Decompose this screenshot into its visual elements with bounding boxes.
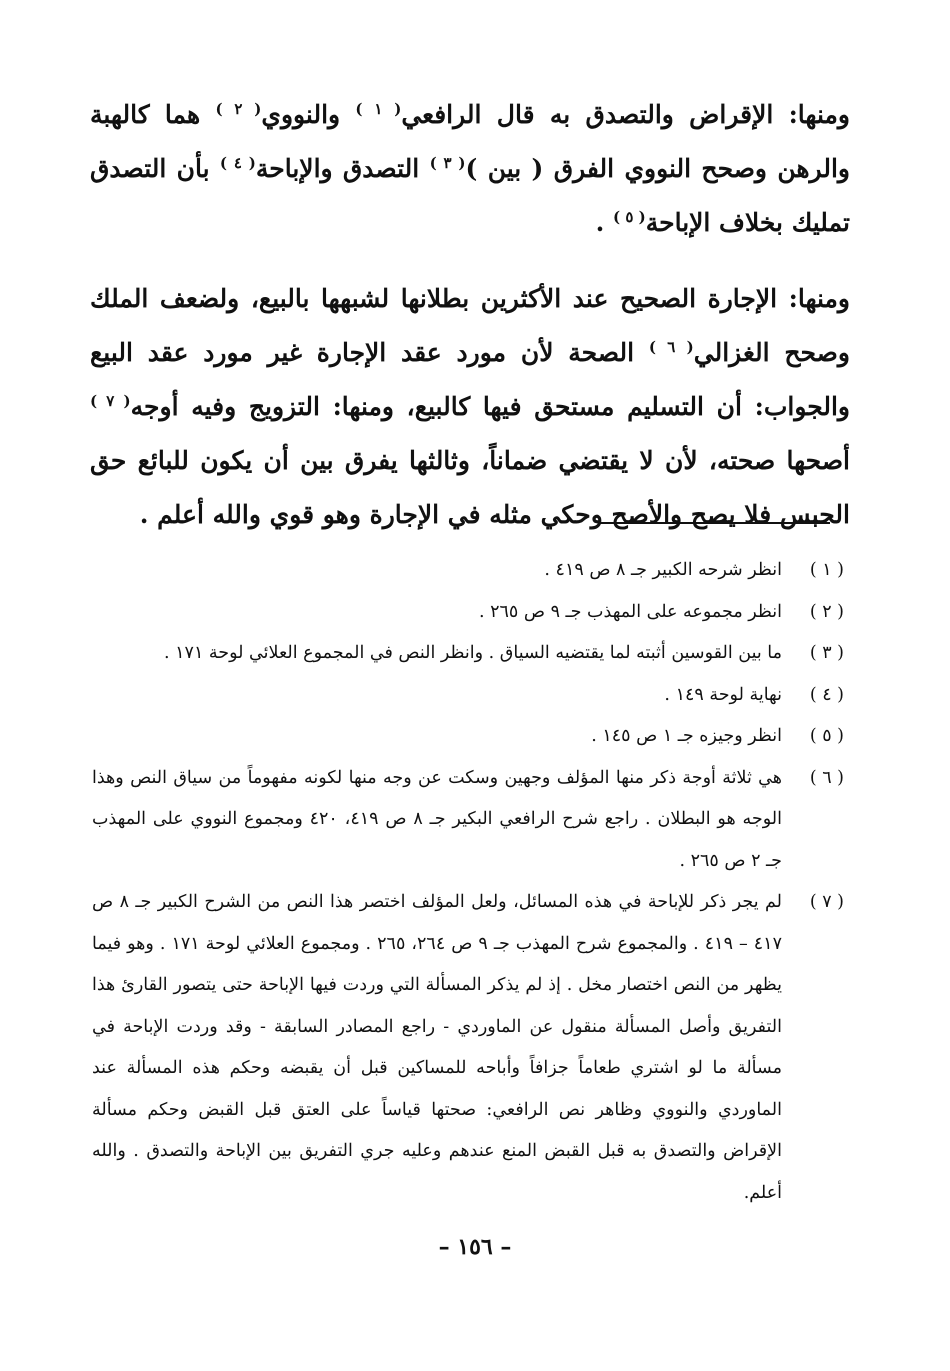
text-segment: والنووي xyxy=(261,100,356,129)
page-number: – ١٥٦ – xyxy=(438,1234,512,1260)
text-segment: أصحها صحته، لأن لا يقتضي ضماناً، وثالثها يفرق بين أن يكون للبائع حق الحبس فلا يصح والأصح وحكي مثله في الإجارة وهو قوي والله أعلم . xyxy=(90,446,850,529)
footnote-ref-3: ( ٣ ) xyxy=(429,154,466,172)
main-text xyxy=(90,88,850,542)
footnote-7 xyxy=(92,882,844,1214)
footnote-5 xyxy=(92,716,844,758)
footnote-6 xyxy=(92,758,844,883)
footnote-number: ( ٧ ) xyxy=(809,892,844,912)
footnote-text: نهاية لوحة ١٤٩ . xyxy=(664,684,782,705)
footnote-number: ( ٤ ) xyxy=(809,684,844,705)
paragraph-lease xyxy=(90,272,850,542)
footnote-1 xyxy=(92,550,844,592)
footnote-ref-6: ( ٦ ) xyxy=(648,338,694,356)
footnote-number: ( ١ ) xyxy=(809,560,844,580)
footnote-number: ( ٢ ) xyxy=(809,601,844,622)
footnote-ref-7: ( ٧ ) xyxy=(90,392,131,410)
footnote-number: ( ٥ ) xyxy=(809,726,844,746)
footnote-number: ( ٣ ) xyxy=(809,643,844,663)
footnote-ref-4: ( ٤ ) xyxy=(219,154,256,172)
footnote-2 xyxy=(92,592,844,634)
text-segment: ومنها: الإجارة الصحيح عند الأكثرين بطلانها لشبهها بالبيع، ولضعف الملك وصحح الغزالي xyxy=(90,284,850,367)
paragraph-loan-charity xyxy=(90,88,850,250)
text-segment: . xyxy=(595,208,613,237)
footnote-text: هي ثلاثة أوجة ذكر منها المؤلف وجهين وسكت عن وجه منها لكونه مفهوماً من سياق النص وهذا الوجه هو البطلان . راجع شرح الرافعي البكير جـ ٨ ص ٤١٩، ٤٢٠ ومجموع النووي على المهذب جـ ٢ ص ٢٦٥ . xyxy=(92,767,782,871)
footnote-text: انظر وجيزه جـ ١ ص ١٤٥ . xyxy=(591,726,782,746)
footnote-4 xyxy=(92,675,844,717)
text-segment: التصدق والإباحة xyxy=(255,154,430,183)
text-segment: الصحة لأن مورد عقد الإجارة غير مورد عقد البيع والجواب: أن التسليم مستحق فيها كالبيع، ومنها: التزويج وفيه أوجه xyxy=(90,338,851,421)
footnote-text: ما بين القوسين أثبته لما يقتضيه السياق . وانظر النص في المجموع العلائي لوحة ١٧١ . xyxy=(164,643,782,663)
footnote-ref-2: ( ٢ ) xyxy=(215,100,262,118)
footnote-ref-1: ( ١ ) xyxy=(355,100,402,118)
footnote-text: انظر شرحه الكبير جـ ٨ ص ٤١٩ . xyxy=(544,560,782,580)
footnote-ref-5: ( ٥ ) xyxy=(613,208,646,226)
footnote-number: ( ٦ ) xyxy=(809,767,844,788)
text-segment: بأن التصدق تمليك بخلاف الإباحة xyxy=(90,154,850,237)
footnote-text: لم يجر ذكر للإباحة في هذه المسائل، ولعل المؤلف اختصر هذا النص من الشرح الكبير جـ ٨ ص ٤١٧ – ٤١٩ . والمجموع شرح المهذب جـ ٩ ص ٢٦٤، ٢٦٥ . ومجموع العلائي لوحة ١٧١ . وهو فيما يظهر من النص اختصار مخل . إذ لم يذكر المسألة التي وردت فيها الإباحة حتى يتصور القارئ هذا التفريق وأصل المسألة منقول عن الماوردي - راجع المصادر السابقة - وقد وردت الإباحة في مسألة ما لو اشتري طعاماً جزافاً وأباحه للمساكين قبل أن يقبضه وحكم هذه المسألة عند الماوردي والنووي وظاهر نص الرافعي: صحتها قياساً على العتق قبل القبض وحكم مسألة الإقراض والتصدق به قبل القبض المنع عندهم وعليه جري التفريق بين الإباحة والتصدق . والله أعلم. xyxy=(92,892,782,1203)
footnote-divider xyxy=(598,522,830,524)
footnote-text: انظر مجموعه على المهذب جـ ٩ ص ٢٦٥ . xyxy=(478,601,782,622)
text-segment: ومنها: الإقراض والتصدق به قال الرافعي xyxy=(401,100,850,129)
footnotes-list xyxy=(92,550,844,1214)
footnote-3 xyxy=(92,633,844,675)
text-segment: هما كالهبة والرهن وصحح النووي الفرق ( بين ) xyxy=(90,100,850,183)
